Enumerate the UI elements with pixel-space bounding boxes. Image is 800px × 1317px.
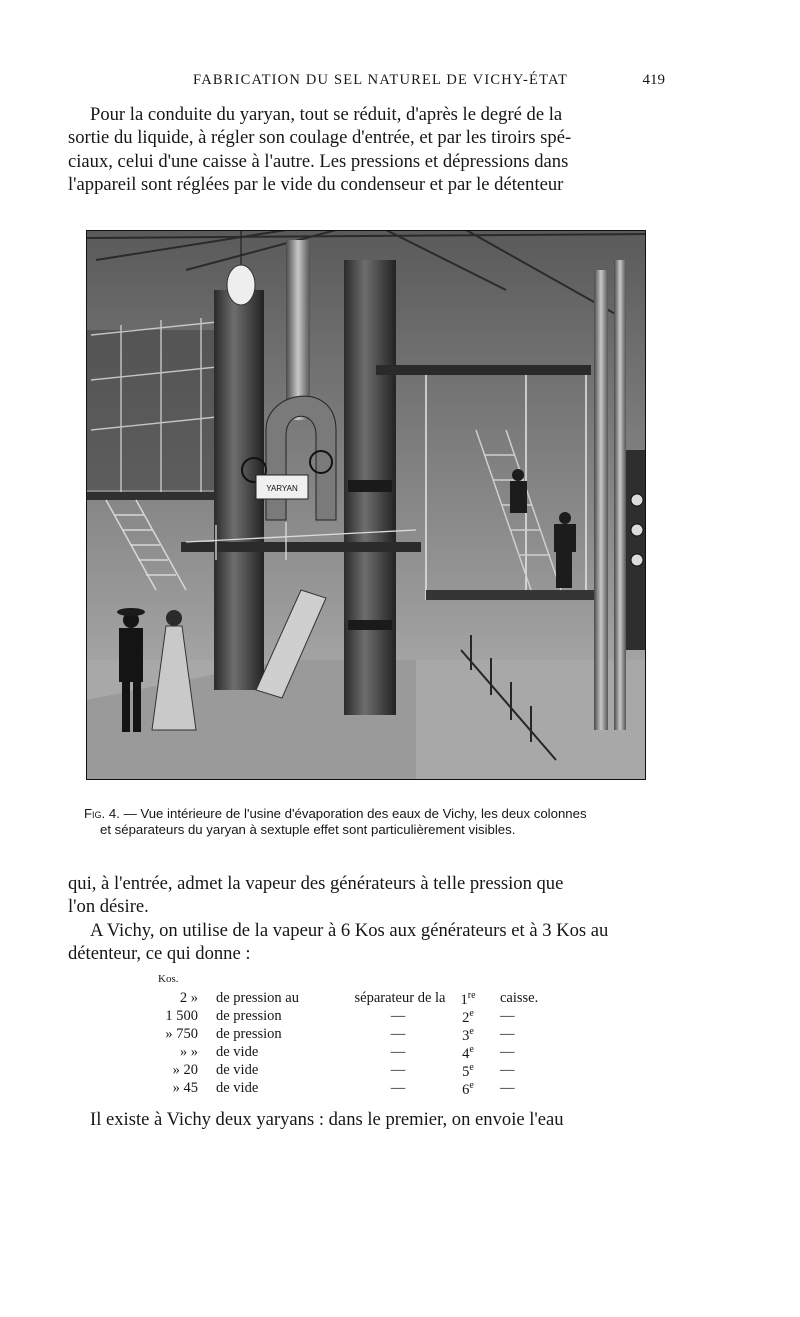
figure-label: Fig. 4. bbox=[84, 806, 120, 821]
closing-paragraph bbox=[68, 1108, 664, 1131]
ordinal-number: 4 bbox=[462, 1045, 470, 1062]
row-separator: — bbox=[390, 1062, 406, 1078]
ordinal-suffix: e bbox=[469, 1008, 474, 1019]
row-label: de pression au bbox=[216, 990, 299, 1006]
ordinal-suffix: re bbox=[467, 990, 476, 1001]
ordinal-number: 5 bbox=[462, 1063, 470, 1080]
paragraph-line: l'appareil sont réglées par le vide du condenseur et par le détenteur bbox=[68, 174, 564, 196]
row-value: » 45 bbox=[172, 1080, 198, 1096]
row-separator: — bbox=[390, 1044, 406, 1060]
row-ordinal bbox=[442, 1062, 494, 1081]
row-ordinal bbox=[442, 1044, 494, 1063]
row-value: 2 » bbox=[179, 990, 198, 1006]
ordinal-suffix: e bbox=[469, 1062, 474, 1073]
table-row bbox=[150, 1062, 570, 1080]
paragraph-line: ciaux, celui d'une caisse à l'autre. Les pressions et dépressions dans bbox=[68, 150, 569, 172]
row-tail: — bbox=[500, 1008, 515, 1024]
row-separator: séparateur de la bbox=[354, 990, 446, 1006]
row-label: de pression bbox=[216, 1008, 282, 1024]
ordinal-number: 6 bbox=[462, 1081, 470, 1098]
paragraph-line: l'on désire. bbox=[68, 896, 149, 918]
table-row bbox=[150, 1008, 570, 1026]
ordinal-number: 3 bbox=[462, 1027, 470, 1044]
row-label: de vide bbox=[216, 1080, 259, 1096]
row-tail: — bbox=[500, 1080, 515, 1096]
unit-header: Kos. bbox=[158, 973, 179, 985]
row-value: » 750 bbox=[165, 1026, 198, 1042]
paragraph-line: détenteur, ce qui donne : bbox=[68, 943, 251, 965]
ordinal-suffix: e bbox=[469, 1080, 474, 1091]
row-value: » » bbox=[179, 1044, 198, 1060]
paragraph-line: sortie du liquide, à régler son coulage d'entrée, et par les tiroirs spé- bbox=[68, 127, 572, 149]
running-header bbox=[75, 72, 665, 94]
row-label: de vide bbox=[216, 1062, 259, 1078]
paragraph-line: qui, à l'entrée, admet la vapeur des générateurs à telle pression que bbox=[68, 873, 564, 894]
figure-caption bbox=[84, 806, 664, 837]
row-label: de vide bbox=[216, 1044, 259, 1060]
caption-line: et séparateurs du yaryan à sextuple effet sont particulièrement visibles. bbox=[100, 821, 516, 837]
row-ordinal bbox=[442, 1026, 494, 1045]
table-row bbox=[150, 990, 570, 1008]
evaporation-plant-photo bbox=[86, 230, 646, 780]
row-separator: — bbox=[390, 1026, 406, 1042]
row-label: de pression bbox=[216, 1026, 282, 1042]
row-separator: — bbox=[390, 1008, 406, 1024]
paragraph-line: Pour la conduite du yaryan, tout se réduit, d'après le degré de la bbox=[90, 104, 563, 125]
paragraph-line: Il existe à Vichy deux yaryans : dans le premier, on envoie l'eau bbox=[90, 1109, 564, 1130]
row-value: 1 500 bbox=[165, 1008, 198, 1024]
yaryan-sign-text: YARYAN bbox=[266, 484, 298, 493]
ordinal-number: 1 bbox=[460, 991, 468, 1008]
caption-line bbox=[84, 806, 664, 822]
row-tail: — bbox=[500, 1062, 515, 1078]
ordinal-suffix: e bbox=[469, 1026, 474, 1037]
body-paragraph bbox=[68, 872, 664, 966]
table-row bbox=[150, 1026, 570, 1044]
row-tail: caisse. bbox=[500, 990, 539, 1006]
table-row bbox=[150, 1080, 570, 1098]
running-title: FABRICATION DU SEL NATUREL DE VICHY-ÉTAT bbox=[193, 72, 569, 88]
row-ordinal bbox=[442, 1080, 494, 1099]
row-separator: — bbox=[390, 1080, 406, 1096]
row-tail: — bbox=[500, 1044, 515, 1060]
ordinal-suffix: e bbox=[469, 1044, 474, 1055]
table-row bbox=[150, 1044, 570, 1062]
page-number: 419 bbox=[642, 72, 665, 88]
row-ordinal bbox=[442, 1008, 494, 1027]
ordinal-number: 2 bbox=[462, 1009, 470, 1026]
caption-text: — Vue intérieure de l'usine d'évaporation des eaux de Vichy, les deux colonnes bbox=[123, 806, 587, 821]
row-tail: — bbox=[500, 1026, 515, 1042]
row-ordinal bbox=[442, 990, 494, 1009]
paragraph-line: A Vichy, on utilise de la vapeur à 6 Kos aux générateurs et à 3 Kos au bbox=[90, 919, 609, 941]
top-paragraph bbox=[68, 103, 664, 197]
row-value: » 20 bbox=[172, 1062, 198, 1078]
